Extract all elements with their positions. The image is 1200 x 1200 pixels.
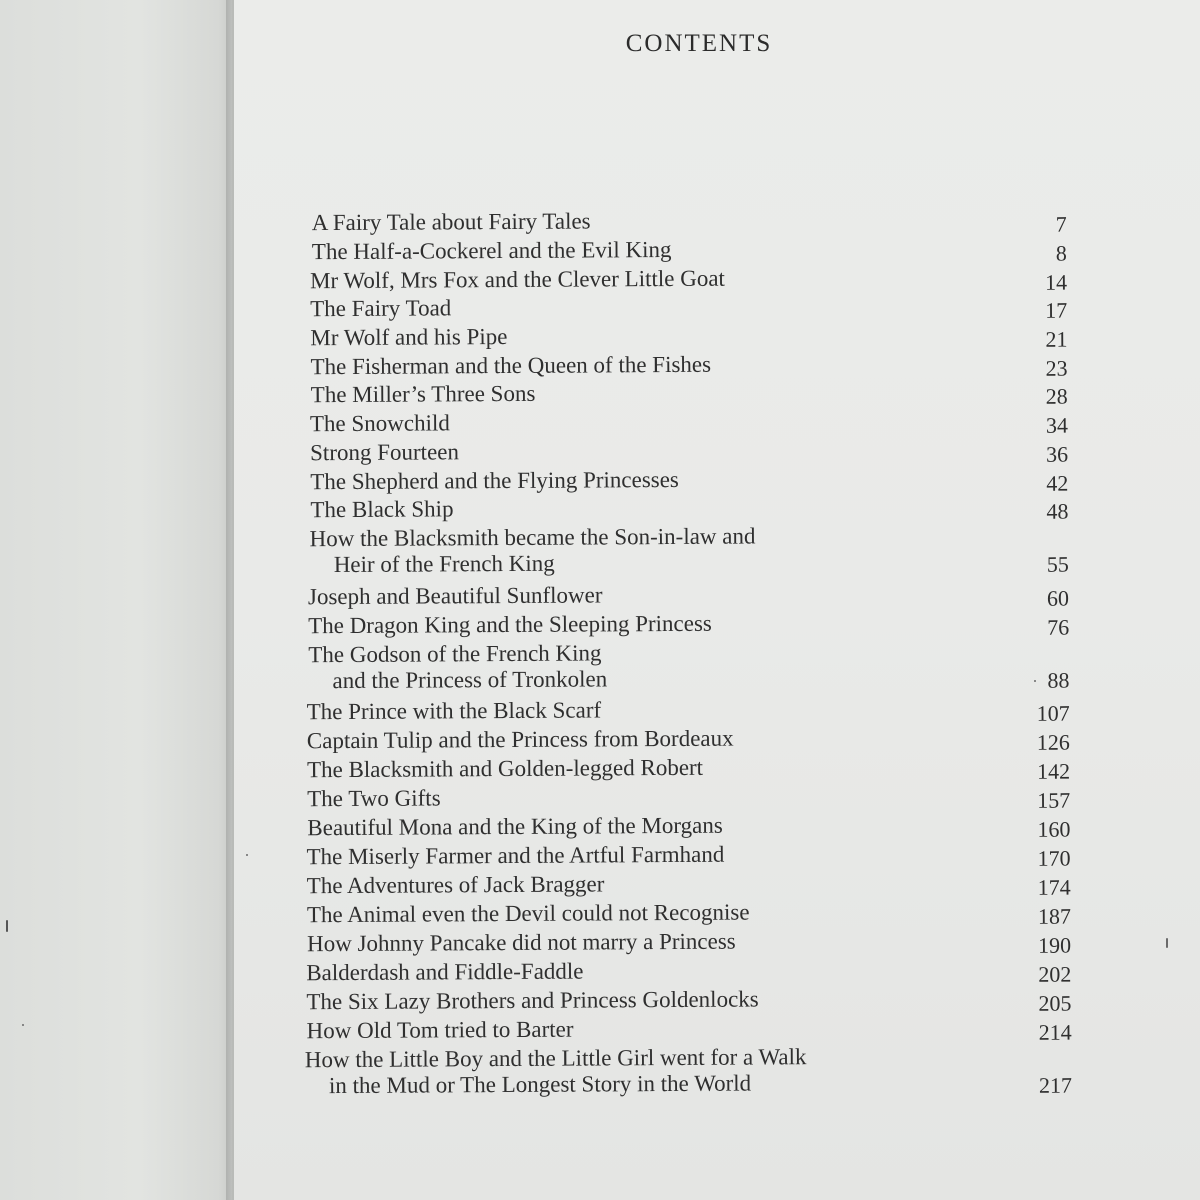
toc-page-number: 60 [1046, 585, 1070, 611]
toc-entry-title [307, 755, 703, 783]
toc-entry-title [312, 237, 672, 265]
toc-entry-title-line: The Half-a-Cockerel and the Evil King [311, 236, 672, 265]
toc-entry-title-line: The Snowchild [309, 410, 450, 437]
toc-entry-title-line: The Dragon King and the Sleeping Princess [308, 610, 712, 639]
toc-page-number: 190 [1038, 932, 1072, 958]
ink-speck [246, 854, 248, 856]
toc-entry-title-line: Joseph and Beautiful Sunflower [307, 582, 603, 610]
toc-entry-title [310, 496, 453, 523]
toc-entry-title [310, 467, 679, 495]
toc-page-number: 55 [1046, 551, 1069, 577]
toc-page-number: 48 [1046, 498, 1069, 524]
toc-entry-title [310, 352, 711, 380]
toc-entry-title-line: The Fairy Toad [310, 295, 452, 322]
toc-page-number: 174 [1037, 874, 1071, 900]
toc-entry-title [306, 842, 724, 871]
toc-entry-title [305, 1044, 807, 1099]
toc-page-number: 28 [1045, 383, 1068, 409]
toc-entry-title-line: The Black Ship [310, 496, 454, 523]
toc-entry-title [310, 266, 725, 295]
toc-entry-title [307, 871, 605, 899]
toc-entry-title-line: The Prince with the Black Scarf [306, 697, 602, 725]
toc-entry-title [307, 785, 441, 812]
toc-entry-title-line: The Miserly Farmer and the Artful Farmhand [306, 841, 725, 870]
toc-entry-title-line: Mr Wolf and his Pipe [310, 323, 508, 351]
toc-page-number: 126 [1036, 729, 1070, 755]
toc-entry-title [310, 523, 756, 578]
toc-page-number: 17 [1045, 297, 1068, 323]
toc-entry-title-line: Beautiful Mona and the King of the Morgans [307, 812, 723, 841]
toc-page-number: 8 [1055, 240, 1067, 266]
contents-list [230, 0, 1200, 1200]
toc-entry-title-line: The Miller’s Three Sons [310, 380, 536, 408]
left-page [0, 0, 232, 1200]
toc-entry-title-line: The Fisherman and the Queen of the Fishes [310, 351, 712, 380]
toc-entry-title-line: How Old Tom tried to Barter [306, 1016, 574, 1044]
toc-page-number: 36 [1046, 441, 1069, 467]
toc-page-number: 205 [1038, 990, 1072, 1016]
toc-entry-title-line: Balderdash and Fiddle-Faddle [306, 958, 584, 986]
ink-speck [22, 1024, 24, 1026]
toc-page-number: 107 [1036, 700, 1070, 726]
toc-entry-title-line: How the Blacksmith became the Son-in-law and [309, 523, 756, 552]
toc-entry-title-line: The Six Lazy Brothers and Princess Goldenlocks [306, 986, 759, 1015]
toc-entry-title-continuation: and the Princess of Tronkolen [332, 666, 608, 694]
toc-entry-title-line: The Adventures of Jack Bragger [306, 871, 605, 899]
toc-page-number: 202 [1038, 961, 1072, 987]
toc-entry-title-line: Captain Tulip and the Princess from Bordeaux [306, 725, 734, 754]
toc-page-number: 34 [1045, 412, 1069, 438]
toc-entry-title-line: The Shepherd and the Flying Princesses [310, 466, 679, 495]
toc-page-number: 14 [1044, 269, 1068, 295]
toc-entry-title-continuation: in the Mud or The Longest Story in the World [328, 1070, 752, 1099]
toc-page-number: 142 [1036, 758, 1071, 784]
toc-entry-title-line: The Two Gifts [307, 785, 441, 812]
toc-page-number: 160 [1037, 816, 1071, 842]
toc-page-number: 42 [1046, 470, 1069, 496]
ink-speck [1034, 680, 1036, 682]
page-title: CONTENTS [625, 30, 773, 57]
toc-page-number: 217 [1038, 1072, 1073, 1098]
toc-page-number: 76 [1047, 614, 1070, 640]
toc-entry-title [307, 726, 734, 755]
toc-entry-title [310, 439, 459, 466]
toc-entry-title-line: How the Little Boy and the Little Girl went for a Walk [304, 1044, 807, 1073]
toc-page-number: 214 [1038, 1019, 1072, 1045]
toc-page-number: 88 [1047, 667, 1070, 693]
toc-entry-title [307, 813, 723, 842]
toc-page-number: 157 [1037, 787, 1071, 813]
toc-entry-title [310, 410, 450, 437]
toc-entry-title [308, 611, 712, 639]
ink-speck [1166, 938, 1168, 948]
toc-entry-title-line: A Fairy Tale about Fairy Tales [311, 208, 591, 236]
toc-page-number: 187 [1037, 903, 1072, 929]
toc-page-number: 21 [1045, 326, 1068, 352]
toc-entry-title [310, 324, 507, 351]
contents-page [234, 0, 1200, 1200]
toc-entry-title [306, 986, 758, 1015]
toc-entry-title [307, 697, 602, 725]
toc-entry-title-line: The Blacksmith and Golden-legged Robert [306, 754, 704, 783]
toc-entry-title-line: The Animal even the Devil could not Recognise [306, 899, 750, 928]
ink-speck [6, 920, 8, 932]
toc-entry-title [310, 295, 451, 322]
toc-page-number: 170 [1037, 845, 1071, 871]
toc-entry-title [311, 381, 536, 408]
toc-entry-title-line: Strong Fourteen [310, 439, 460, 466]
toc-entry-title [307, 929, 736, 958]
toc-entry-title [308, 582, 603, 610]
toc-entry-title [312, 208, 591, 236]
toc-entry-title [307, 900, 750, 929]
toc-entry-title [308, 640, 607, 694]
toc-entry-title-line: The Godson of the French King [308, 640, 602, 668]
toc-entry-title-line: How Johnny Pancake did not marry a Princess [307, 928, 736, 957]
toc-entry-title [306, 959, 583, 987]
toc-page-number: 23 [1045, 355, 1068, 381]
toc-entry-title-line: Mr Wolf, Mrs Fox and the Clever Little Goat [309, 265, 725, 294]
toc-entry-title-continuation: Heir of the French King [333, 550, 555, 578]
toc-entry-title [307, 1017, 574, 1045]
toc-page-number: 7 [1055, 211, 1067, 237]
